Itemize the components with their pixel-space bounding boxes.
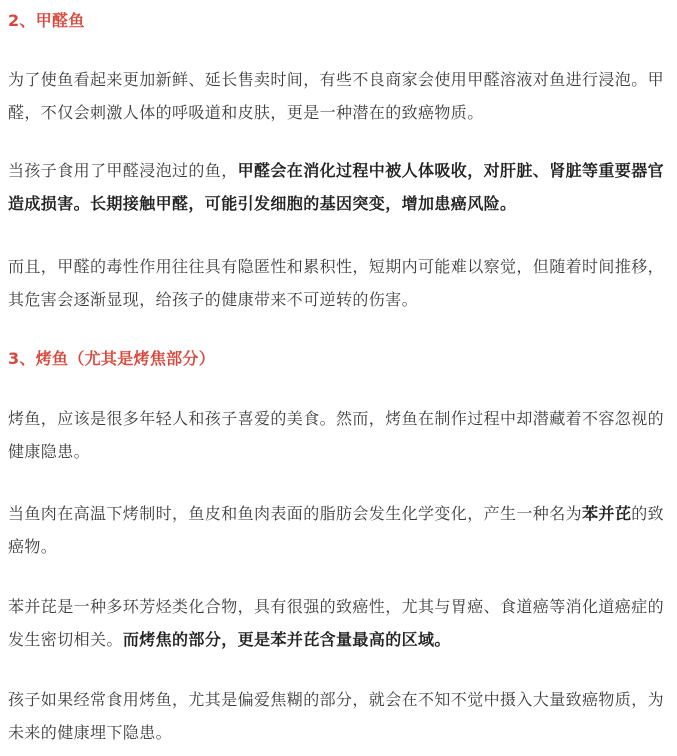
paragraph-text-tail: 的致癌物。 <box>8 504 665 556</box>
paragraph-benzopyrene-formation <box>8 497 671 563</box>
paragraph-benzopyrene-risk <box>8 590 671 656</box>
paragraph-formaldehyde-harm <box>8 154 671 220</box>
paragraph-grilled-intro: 烤鱼，应该是很多年轻人和孩子喜爱的美食。然而，烤鱼在制作过程中却潜藏着不容忽视的健康隐患。 <box>8 409 665 461</box>
paragraph-text: 苯并芘是一种多环芳烃类化合物，具有很强的致癌性，尤其与胃癌、食道癌等消化道癌症的发生密切相关。 <box>8 597 665 649</box>
paragraph-text: 当鱼肉在高温下烤制时，鱼皮和鱼肉表面的脂肪会发生化学变化，产生一种名为 <box>8 504 583 523</box>
bold-emphasis: 甲醛会在消化过程中被人体吸收，对肝脏、肾脏等重要器官造成损害。长期接触甲醛，可能引发细胞的基因突变，增加患癌风险。 <box>8 161 665 213</box>
paragraph-formaldehyde-toxicity: 而且，甲醛的毒性作用往往具有隐匿性和累积性，短期内可能难以察觉，但随着时间推移，其危害会逐渐显现，给孩子的健康带来不可逆转的伤害。 <box>8 257 665 309</box>
section-heading-grilled-fish: 3、烤鱼（尤其是烤焦部分） <box>8 349 216 368</box>
bold-emphasis: 而烤焦的部分，更是苯并芘含量最高的区域。 <box>122 630 451 649</box>
bold-emphasis: 苯并芘 <box>582 504 632 523</box>
paragraph-text: 当孩子食用了甲醛浸泡过的鱼， <box>8 161 238 180</box>
paragraph-grilled-conclusion: 孩子如果经常食用烤鱼，尤其是偏爱焦糊的部分，就会在不知不觉中摄入大量致癌物质，为未来的健康埋下隐患。 <box>8 690 665 742</box>
paragraph-formaldehyde-intro: 为了使鱼看起来更加新鲜、延长售卖时间，有些不良商家会使用甲醛溶液对鱼进行浸泡。甲醛，不仅会刺激人体的呼吸道和皮肤，更是一种潜在的致癌物质。 <box>8 70 665 122</box>
section-heading-formaldehyde-fish: 2、甲醛鱼 <box>8 11 85 30</box>
